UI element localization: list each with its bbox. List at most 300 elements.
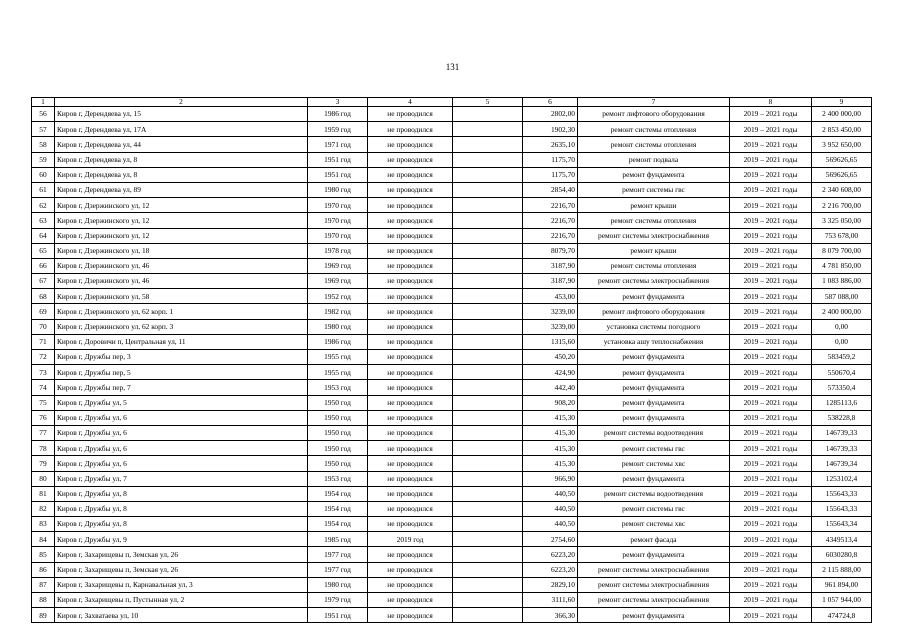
period-cell: 2019 – 2021 годы bbox=[730, 365, 812, 380]
address-cell: Киров г, Дзержинского ул, 12 bbox=[55, 228, 308, 243]
area-cell: 450,20 bbox=[523, 350, 578, 365]
address-cell: Киров г, Захарищевы п, Карнавальная ул, 3 bbox=[55, 577, 308, 592]
build-year-cell: 1951 год bbox=[308, 152, 368, 167]
row-number-cell: 65 bbox=[32, 243, 55, 258]
area-cell: 8079,70 bbox=[523, 243, 578, 258]
address-cell: Киров г, Дружбы пер, 3 bbox=[55, 350, 308, 365]
period-cell: 2019 – 2021 годы bbox=[730, 334, 812, 349]
period-cell: 2019 – 2021 годы bbox=[730, 395, 812, 410]
build-year-cell: 1951 год bbox=[308, 608, 368, 623]
area-cell: 3111,60 bbox=[523, 593, 578, 608]
address-cell: Киров г, Дружбы ул, 7 bbox=[55, 471, 308, 486]
table-row bbox=[32, 350, 872, 365]
build-year-cell: 1950 год bbox=[308, 410, 368, 425]
cost-cell: 2 400 000,00 bbox=[812, 304, 872, 319]
period-cell: 2019 – 2021 годы bbox=[730, 304, 812, 319]
address-cell: Киров г, Дзержинского ул, 62 корп. 3 bbox=[55, 319, 308, 334]
table-row bbox=[32, 577, 872, 592]
build-year-cell: 1950 год bbox=[308, 395, 368, 410]
cost-cell: 569626,65 bbox=[812, 152, 872, 167]
table-row bbox=[32, 547, 872, 562]
work-type-cell: ремонт подвала bbox=[578, 152, 730, 167]
empty-cell-cell bbox=[453, 243, 523, 258]
period-cell: 2019 – 2021 годы bbox=[730, 152, 812, 167]
work-type-cell: ремонт системы электроснабжения bbox=[578, 562, 730, 577]
period-cell: 2019 – 2021 годы bbox=[730, 471, 812, 486]
area-cell: 908,20 bbox=[523, 395, 578, 410]
area-cell: 6223,20 bbox=[523, 562, 578, 577]
area-cell: 2216,70 bbox=[523, 213, 578, 228]
row-number-cell: 63 bbox=[32, 213, 55, 228]
address-cell: Киров г, Дзержинского ул, 46 bbox=[55, 258, 308, 273]
empty-cell-cell bbox=[453, 365, 523, 380]
row-number-cell: 82 bbox=[32, 501, 55, 516]
area-cell: 1175,70 bbox=[523, 167, 578, 182]
last-repair-year-cell: не проводился bbox=[368, 274, 453, 289]
cost-cell: 538228,8 bbox=[812, 410, 872, 425]
area-cell: 3187,90 bbox=[523, 258, 578, 273]
build-year-cell: 1951 год bbox=[308, 167, 368, 182]
build-year-cell: 1950 год bbox=[308, 425, 368, 440]
last-repair-year-cell: не проводился bbox=[368, 122, 453, 137]
table-row bbox=[32, 182, 872, 197]
address-cell: Киров г, Дружбы ул, 8 bbox=[55, 517, 308, 532]
cost-cell: 569626,65 bbox=[812, 167, 872, 182]
address-cell: Киров г, Дружбы ул, 8 bbox=[55, 486, 308, 501]
last-repair-year-cell: не проводился bbox=[368, 258, 453, 273]
work-type-cell: ремонт фундамента bbox=[578, 167, 730, 182]
address-cell: Киров г, Захарищевы п, Земская ул, 26 bbox=[55, 547, 308, 562]
last-repair-year-cell: не проводился bbox=[368, 107, 453, 122]
row-number-cell: 88 bbox=[32, 593, 55, 608]
row-number-cell: 61 bbox=[32, 182, 55, 197]
cost-cell: 4 781 850,00 bbox=[812, 258, 872, 273]
cost-cell: 550670,4 bbox=[812, 365, 872, 380]
cost-cell: 8 079 700,00 bbox=[812, 243, 872, 258]
empty-cell-cell bbox=[453, 547, 523, 562]
table-row bbox=[32, 137, 872, 152]
area-cell: 424,90 bbox=[523, 365, 578, 380]
build-year-cell: 1986 год bbox=[308, 334, 368, 349]
area-cell: 2829,10 bbox=[523, 577, 578, 592]
period-cell: 2019 – 2021 годы bbox=[730, 456, 812, 471]
last-repair-year-cell: не проводился bbox=[368, 562, 453, 577]
column-header: 4 bbox=[368, 98, 453, 107]
build-year-cell: 1955 год bbox=[308, 365, 368, 380]
last-repair-year-cell: не проводился bbox=[368, 243, 453, 258]
column-header: 5 bbox=[453, 98, 523, 107]
column-header: 3 bbox=[308, 98, 368, 107]
address-cell: Киров г, Дзержинского ул, 46 bbox=[55, 274, 308, 289]
row-number-cell: 70 bbox=[32, 319, 55, 334]
last-repair-year-cell: не проводился bbox=[368, 152, 453, 167]
area-cell: 2216,70 bbox=[523, 198, 578, 213]
area-cell: 415,30 bbox=[523, 425, 578, 440]
area-cell: 2635,10 bbox=[523, 137, 578, 152]
row-number-cell: 71 bbox=[32, 334, 55, 349]
row-number-cell: 85 bbox=[32, 547, 55, 562]
period-cell: 2019 – 2021 годы bbox=[730, 501, 812, 516]
area-cell: 415,30 bbox=[523, 456, 578, 471]
address-cell: Киров г, Дерендяева ул, 89 bbox=[55, 182, 308, 197]
cost-cell: 961 894,00 bbox=[812, 577, 872, 592]
row-number-cell: 83 bbox=[32, 517, 55, 532]
last-repair-year-cell: не проводился bbox=[368, 501, 453, 516]
last-repair-year-cell: не проводился bbox=[368, 441, 453, 456]
work-type-cell: установка системы погодного bbox=[578, 319, 730, 334]
last-repair-year-cell: не проводился bbox=[368, 213, 453, 228]
row-number-cell: 80 bbox=[32, 471, 55, 486]
row-number-cell: 74 bbox=[32, 380, 55, 395]
cost-cell: 474724,8 bbox=[812, 608, 872, 623]
build-year-cell: 1971 год bbox=[308, 137, 368, 152]
address-cell: Киров г, Захарищевы п, Земская ул, 26 bbox=[55, 562, 308, 577]
empty-cell-cell bbox=[453, 167, 523, 182]
table-row bbox=[32, 456, 872, 471]
work-type-cell: ремонт системы отопления bbox=[578, 213, 730, 228]
work-type-cell: ремонт фундамента bbox=[578, 365, 730, 380]
table-row bbox=[32, 122, 872, 137]
table-row bbox=[32, 608, 872, 623]
period-cell: 2019 – 2021 годы bbox=[730, 258, 812, 273]
area-cell: 966,90 bbox=[523, 471, 578, 486]
cost-cell: 146739,33 bbox=[812, 425, 872, 440]
empty-cell-cell bbox=[453, 577, 523, 592]
table-row bbox=[32, 486, 872, 501]
area-cell: 3239,00 bbox=[523, 319, 578, 334]
table-row bbox=[32, 304, 872, 319]
cost-cell: 3 325 050,00 bbox=[812, 213, 872, 228]
work-type-cell: ремонт системы отопления bbox=[578, 122, 730, 137]
table-row bbox=[32, 593, 872, 608]
row-number-cell: 75 bbox=[32, 395, 55, 410]
cost-cell: 587 088,00 bbox=[812, 289, 872, 304]
last-repair-year-cell: не проводился bbox=[368, 486, 453, 501]
last-repair-year-cell: не проводился bbox=[368, 167, 453, 182]
column-header: 2 bbox=[55, 98, 308, 107]
work-type-cell: ремонт системы водоотведения bbox=[578, 425, 730, 440]
build-year-cell: 1970 год bbox=[308, 213, 368, 228]
table-row bbox=[32, 319, 872, 334]
build-year-cell: 1953 год bbox=[308, 380, 368, 395]
last-repair-year-cell: не проводился bbox=[368, 425, 453, 440]
build-year-cell: 1982 год bbox=[308, 304, 368, 319]
table-row bbox=[32, 562, 872, 577]
last-repair-year-cell: не проводился bbox=[368, 577, 453, 592]
period-cell: 2019 – 2021 годы bbox=[730, 274, 812, 289]
cost-cell: 0,00 bbox=[812, 334, 872, 349]
cost-cell: 146739,33 bbox=[812, 441, 872, 456]
period-cell: 2019 – 2021 годы bbox=[730, 425, 812, 440]
address-cell: Киров г, Дружбы ул, 5 bbox=[55, 395, 308, 410]
area-cell: 1175,70 bbox=[523, 152, 578, 167]
table-row bbox=[32, 213, 872, 228]
build-year-cell: 1955 год bbox=[308, 350, 368, 365]
empty-cell-cell bbox=[453, 228, 523, 243]
table-body bbox=[32, 107, 872, 623]
row-number-cell: 87 bbox=[32, 577, 55, 592]
period-cell: 2019 – 2021 годы bbox=[730, 350, 812, 365]
build-year-cell: 1980 год bbox=[308, 319, 368, 334]
period-cell: 2019 – 2021 годы bbox=[730, 289, 812, 304]
period-cell: 2019 – 2021 годы bbox=[730, 319, 812, 334]
empty-cell-cell bbox=[453, 350, 523, 365]
last-repair-year-cell: не проводился bbox=[368, 350, 453, 365]
build-year-cell: 1954 год bbox=[308, 501, 368, 516]
table-row bbox=[32, 441, 872, 456]
empty-cell-cell bbox=[453, 274, 523, 289]
period-cell: 2019 – 2021 годы bbox=[730, 562, 812, 577]
address-cell: Киров г, Дружбы ул, 9 bbox=[55, 532, 308, 547]
empty-cell-cell bbox=[453, 471, 523, 486]
area-cell: 453,00 bbox=[523, 289, 578, 304]
empty-cell-cell bbox=[453, 137, 523, 152]
cost-cell: 1285113,6 bbox=[812, 395, 872, 410]
row-number-cell: 73 bbox=[32, 365, 55, 380]
build-year-cell: 1986 год bbox=[308, 107, 368, 122]
cost-cell: 4349513,4 bbox=[812, 532, 872, 547]
area-cell: 3187,90 bbox=[523, 274, 578, 289]
empty-cell-cell bbox=[453, 593, 523, 608]
row-number-cell: 77 bbox=[32, 425, 55, 440]
address-cell: Киров г, Дерендяева ул, 17А bbox=[55, 122, 308, 137]
cost-cell: 573350,4 bbox=[812, 380, 872, 395]
build-year-cell: 1952 год bbox=[308, 289, 368, 304]
area-cell: 415,30 bbox=[523, 410, 578, 425]
area-cell: 2754,60 bbox=[523, 532, 578, 547]
cost-cell: 1 083 886,00 bbox=[812, 274, 872, 289]
build-year-cell: 1954 год bbox=[308, 486, 368, 501]
area-cell: 2216,70 bbox=[523, 228, 578, 243]
period-cell: 2019 – 2021 годы bbox=[730, 167, 812, 182]
empty-cell-cell bbox=[453, 395, 523, 410]
period-cell: 2019 – 2021 годы bbox=[730, 137, 812, 152]
cost-cell: 2 115 888,00 bbox=[812, 562, 872, 577]
cost-cell: 155643,33 bbox=[812, 501, 872, 516]
row-number-cell: 72 bbox=[32, 350, 55, 365]
empty-cell-cell bbox=[453, 334, 523, 349]
work-type-cell: ремонт системы водоотведения bbox=[578, 486, 730, 501]
row-number-cell: 79 bbox=[32, 456, 55, 471]
row-number-cell: 64 bbox=[32, 228, 55, 243]
empty-cell-cell bbox=[453, 152, 523, 167]
area-cell: 1315,60 bbox=[523, 334, 578, 349]
empty-cell-cell bbox=[453, 410, 523, 425]
table-row bbox=[32, 198, 872, 213]
period-cell: 2019 – 2021 годы bbox=[730, 122, 812, 137]
empty-cell-cell bbox=[453, 122, 523, 137]
work-type-cell: ремонт системы отопления bbox=[578, 258, 730, 273]
last-repair-year-cell: не проводился bbox=[368, 304, 453, 319]
table-row bbox=[32, 410, 872, 425]
table-row bbox=[32, 152, 872, 167]
build-year-cell: 1970 год bbox=[308, 228, 368, 243]
area-cell: 366,30 bbox=[523, 608, 578, 623]
column-header: 7 bbox=[578, 98, 730, 107]
last-repair-year-cell: не проводился bbox=[368, 289, 453, 304]
empty-cell-cell bbox=[453, 198, 523, 213]
work-type-cell: ремонт системы электроснабжения bbox=[578, 274, 730, 289]
row-number-cell: 84 bbox=[32, 532, 55, 547]
address-cell: Киров г, Дружбы ул, 6 bbox=[55, 425, 308, 440]
last-repair-year-cell: не проводился bbox=[368, 380, 453, 395]
empty-cell-cell bbox=[453, 441, 523, 456]
table-row bbox=[32, 532, 872, 547]
cost-cell: 2 216 700,00 bbox=[812, 198, 872, 213]
empty-cell-cell bbox=[453, 258, 523, 273]
period-cell: 2019 – 2021 годы bbox=[730, 577, 812, 592]
work-type-cell: ремонт системы электроснабжения bbox=[578, 577, 730, 592]
cost-cell: 2 853 450,00 bbox=[812, 122, 872, 137]
cost-cell: 753 678,00 bbox=[812, 228, 872, 243]
cost-cell: 0,00 bbox=[812, 319, 872, 334]
work-type-cell: ремонт крыши bbox=[578, 198, 730, 213]
work-type-cell: ремонт фундамента bbox=[578, 395, 730, 410]
period-cell: 2019 – 2021 годы bbox=[730, 228, 812, 243]
table-row bbox=[32, 274, 872, 289]
address-cell: Киров г, Дзержинского ул, 12 bbox=[55, 213, 308, 228]
cost-cell: 2 340 608,00 bbox=[812, 182, 872, 197]
work-type-cell: ремонт фундамента bbox=[578, 410, 730, 425]
row-number-cell: 58 bbox=[32, 137, 55, 152]
empty-cell-cell bbox=[453, 486, 523, 501]
table-row bbox=[32, 380, 872, 395]
address-cell: Киров г, Дружбы пер, 5 bbox=[55, 365, 308, 380]
last-repair-year-cell: не проводился bbox=[368, 137, 453, 152]
period-cell: 2019 – 2021 годы bbox=[730, 182, 812, 197]
row-number-cell: 89 bbox=[32, 608, 55, 623]
work-type-cell: ремонт фундамента bbox=[578, 380, 730, 395]
build-year-cell: 1977 год bbox=[308, 562, 368, 577]
area-cell: 415,30 bbox=[523, 441, 578, 456]
empty-cell-cell bbox=[453, 213, 523, 228]
table-row bbox=[32, 107, 872, 122]
cost-cell: 6030280,8 bbox=[812, 547, 872, 562]
build-year-cell: 1977 год bbox=[308, 547, 368, 562]
work-type-cell: ремонт фундамента bbox=[578, 547, 730, 562]
build-year-cell: 1979 год bbox=[308, 593, 368, 608]
work-type-cell: ремонт системы хвс bbox=[578, 517, 730, 532]
area-cell: 2854,40 bbox=[523, 182, 578, 197]
address-cell: Киров г, Дзержинского ул, 12 bbox=[55, 198, 308, 213]
address-cell: Киров г, Дзержинского ул, 18 bbox=[55, 243, 308, 258]
work-type-cell: ремонт системы электроснабжения bbox=[578, 593, 730, 608]
area-cell: 440,50 bbox=[523, 517, 578, 532]
period-cell: 2019 – 2021 годы bbox=[730, 410, 812, 425]
last-repair-year-cell: не проводился bbox=[368, 608, 453, 623]
table-row bbox=[32, 243, 872, 258]
address-cell: Киров г, Дружбы пер, 7 bbox=[55, 380, 308, 395]
build-year-cell: 1950 год bbox=[308, 456, 368, 471]
period-cell: 2019 – 2021 годы bbox=[730, 547, 812, 562]
cost-cell: 155643,34 bbox=[812, 517, 872, 532]
work-type-cell: ремонт фундамента bbox=[578, 608, 730, 623]
row-number-cell: 66 bbox=[32, 258, 55, 273]
empty-cell-cell bbox=[453, 380, 523, 395]
period-cell: 2019 – 2021 годы bbox=[730, 107, 812, 122]
build-year-cell: 1980 год bbox=[308, 577, 368, 592]
work-type-cell: ремонт лифтового оборудования bbox=[578, 304, 730, 319]
cost-cell: 1 057 944,00 bbox=[812, 593, 872, 608]
address-cell: Киров г, Доровичи п, Центральная ул, 11 bbox=[55, 334, 308, 349]
row-number-cell: 60 bbox=[32, 167, 55, 182]
row-number-cell: 67 bbox=[32, 274, 55, 289]
work-type-cell: ремонт системы хвс bbox=[578, 456, 730, 471]
work-type-cell: ремонт системы гвс bbox=[578, 501, 730, 516]
work-type-cell: ремонт системы гвс bbox=[578, 182, 730, 197]
build-year-cell: 1954 год bbox=[308, 517, 368, 532]
address-cell: Киров г, Дзержинского ул, 58 bbox=[55, 289, 308, 304]
address-cell: Киров г, Дерендяева ул, 8 bbox=[55, 167, 308, 182]
area-cell: 442,40 bbox=[523, 380, 578, 395]
column-header: 8 bbox=[730, 98, 812, 107]
row-number-cell: 76 bbox=[32, 410, 55, 425]
last-repair-year-cell: не проводился bbox=[368, 395, 453, 410]
period-cell: 2019 – 2021 годы bbox=[730, 213, 812, 228]
work-type-cell: ремонт крыши bbox=[578, 243, 730, 258]
row-number-cell: 81 bbox=[32, 486, 55, 501]
period-cell: 2019 – 2021 годы bbox=[730, 486, 812, 501]
table-row bbox=[32, 365, 872, 380]
period-cell: 2019 – 2021 годы bbox=[730, 517, 812, 532]
build-year-cell: 1969 год bbox=[308, 258, 368, 273]
cost-cell: 2 400 000,00 bbox=[812, 107, 872, 122]
row-number-cell: 68 bbox=[32, 289, 55, 304]
cost-cell: 146739,34 bbox=[812, 456, 872, 471]
build-year-cell: 1969 год bbox=[308, 274, 368, 289]
empty-cell-cell bbox=[453, 562, 523, 577]
area-cell: 440,50 bbox=[523, 501, 578, 516]
address-cell: Киров г, Захватаева ул, 10 bbox=[55, 608, 308, 623]
address-cell: Киров г, Дзержинского ул, 62 корп. 1 bbox=[55, 304, 308, 319]
address-cell: Киров г, Дружбы ул, 6 bbox=[55, 441, 308, 456]
empty-cell-cell bbox=[453, 107, 523, 122]
empty-cell-cell bbox=[453, 304, 523, 319]
period-cell: 2019 – 2021 годы bbox=[730, 532, 812, 547]
row-number-cell: 62 bbox=[32, 198, 55, 213]
last-repair-year-cell: не проводился bbox=[368, 547, 453, 562]
period-cell: 2019 – 2021 годы bbox=[730, 380, 812, 395]
table-row bbox=[32, 289, 872, 304]
work-type-cell: ремонт фасада bbox=[578, 532, 730, 547]
build-year-cell: 1978 год bbox=[308, 243, 368, 258]
table-row bbox=[32, 395, 872, 410]
work-type-cell: ремонт фундамента bbox=[578, 471, 730, 486]
period-cell: 2019 – 2021 годы bbox=[730, 441, 812, 456]
address-cell: Киров г, Дерендяева ул, 8 bbox=[55, 152, 308, 167]
last-repair-year-cell: не проводился bbox=[368, 471, 453, 486]
row-number-cell: 57 bbox=[32, 122, 55, 137]
last-repair-year-cell: не проводился bbox=[368, 182, 453, 197]
repair-register-table bbox=[31, 97, 872, 623]
build-year-cell: 1980 год bbox=[308, 182, 368, 197]
last-repair-year-cell: не проводился bbox=[368, 365, 453, 380]
build-year-cell: 1950 год bbox=[308, 441, 368, 456]
work-type-cell: ремонт фундамента bbox=[578, 350, 730, 365]
empty-cell-cell bbox=[453, 289, 523, 304]
last-repair-year-cell: не проводился bbox=[368, 517, 453, 532]
last-repair-year-cell: не проводился bbox=[368, 593, 453, 608]
empty-cell-cell bbox=[453, 608, 523, 623]
work-type-cell: ремонт лифтового оборудования bbox=[578, 107, 730, 122]
area-cell: 3239,00 bbox=[523, 304, 578, 319]
work-type-cell: ремонт системы электроснабжения bbox=[578, 228, 730, 243]
table-header-row bbox=[32, 98, 872, 107]
area-cell: 440,50 bbox=[523, 486, 578, 501]
table-row bbox=[32, 258, 872, 273]
address-cell: Киров г, Дерендяева ул, 44 bbox=[55, 137, 308, 152]
address-cell: Киров г, Дерендяева ул, 15 bbox=[55, 107, 308, 122]
